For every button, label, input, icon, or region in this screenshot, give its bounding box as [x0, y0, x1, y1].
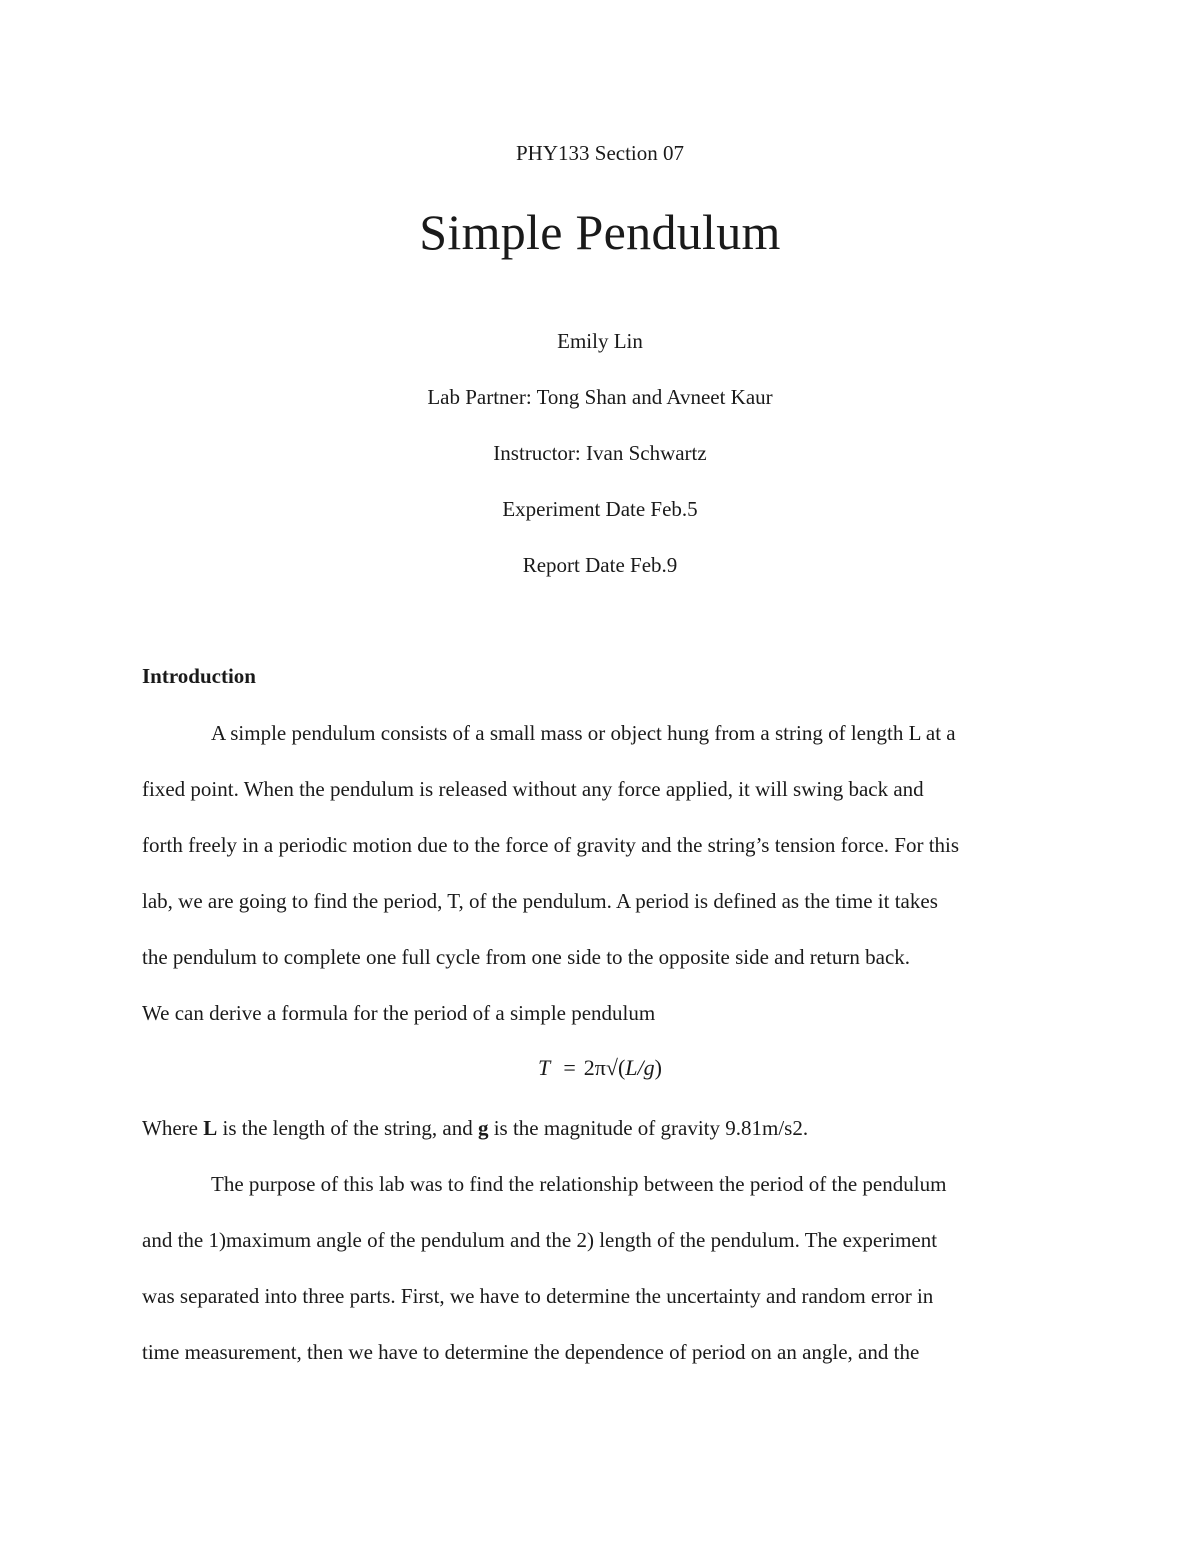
period-formula [0, 1055, 1200, 1081]
paragraph-line: lab, we are going to find the period, T, of the pendulum. A period is defined as the time it takes [142, 889, 938, 913]
paragraph-line: was separated into three parts. First, we have to determine the uncertainty and random error in [142, 1284, 934, 1308]
section-heading-introduction: Introduction [142, 664, 256, 688]
variable-g: g [477, 1116, 489, 1140]
paragraph-line: We can derive a formula for the period of a simple pendulum [142, 1001, 656, 1025]
formula-close: ) [654, 1055, 662, 1080]
paragraph-line: time measurement, then we have to determine the dependence of period on an angle, and the [142, 1340, 920, 1364]
author-name: Emily Lin [557, 329, 643, 353]
paragraph-line: and the 1)maximum angle of the pendulum and the 2) length of the pendulum. The experiment [142, 1228, 938, 1252]
variable-L: L [203, 1116, 218, 1140]
paragraph-line: forth freely in a periodic motion due to the force of gravity and the string’s tension force. For this [142, 833, 960, 857]
paragraph-line: A simple pendulum consists of a small mass or object hung from a string of length L at a [211, 721, 956, 745]
text-run: is the length of the string, and [217, 1116, 478, 1140]
paragraph-line: fixed point. When the pendulum is released without any force applied, it will swing back and [142, 777, 924, 801]
formula-definition-line [142, 1116, 808, 1141]
formula-equals: = [563, 1055, 576, 1080]
text-run: is the magnitude of gravity 9.81m/s2. [488, 1116, 809, 1140]
formula-argument: L/g [625, 1055, 655, 1080]
paragraph-line: the pendulum to complete one full cycle from one side to the opposite side and return back. [142, 945, 911, 969]
text-run: Where [142, 1116, 204, 1140]
lab-partners: Lab Partner: Tong Shan and Avneet Kaur [427, 385, 773, 409]
report-date: Report Date Feb.9 [522, 553, 678, 577]
formula-lhs: T [538, 1055, 550, 1080]
page-title: Simple Pendulum [419, 204, 781, 260]
instructor-name: Instructor: Ivan Schwartz [493, 441, 707, 465]
experiment-date: Experiment Date Feb.5 [502, 497, 698, 521]
formula-coefficient: 2π√( [583, 1055, 626, 1080]
paragraph-line: The purpose of this lab was to find the relationship between the period of the pendulum [211, 1172, 947, 1196]
course-label: PHY133 Section 07 [516, 141, 684, 165]
